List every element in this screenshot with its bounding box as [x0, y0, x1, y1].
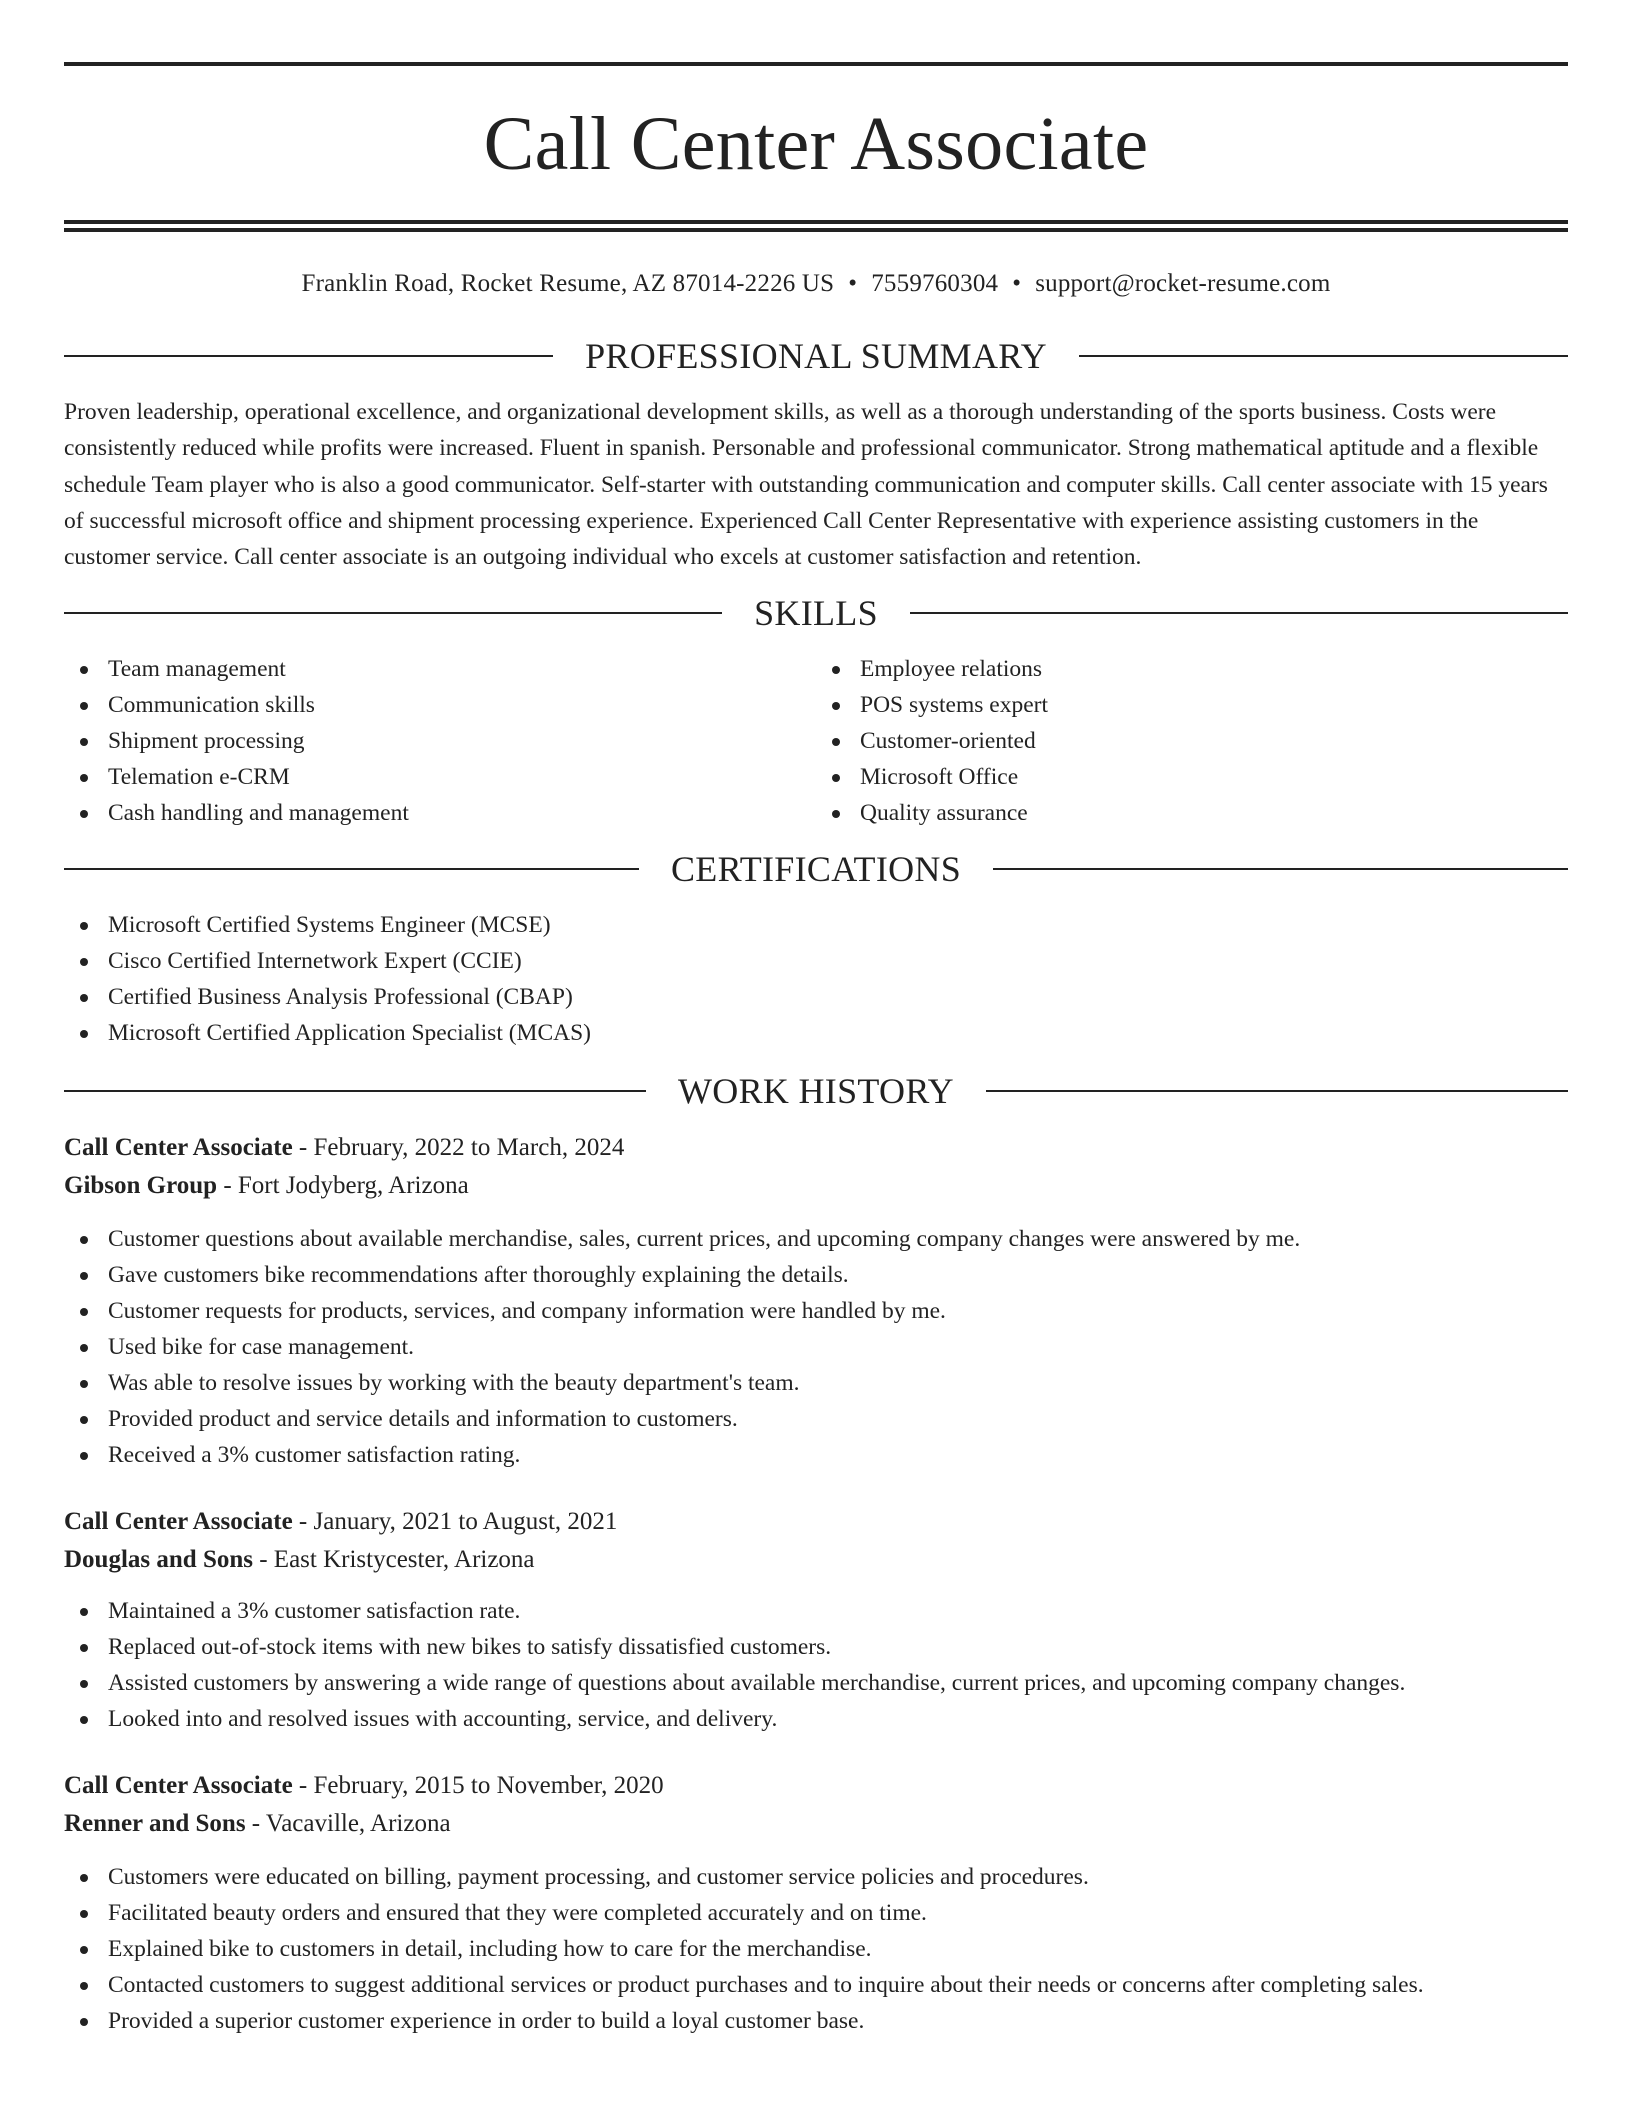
skills-list-left: [64, 651, 816, 831]
job-entry: [64, 1503, 1568, 1737]
heading-rule: [1079, 355, 1568, 357]
summary-heading: [64, 334, 1568, 378]
job-bullet: Explained bike to customers in detail, including how to care for the merchandise.: [64, 1931, 1568, 1967]
skill-item: Cash handling and management: [64, 795, 816, 831]
job-bullets: [64, 1859, 1568, 2039]
section-title: CERTIFICATIONS: [670, 849, 962, 890]
job-entry: [64, 1129, 1568, 1473]
contact-address: Franklin Road, Rocket Resume, AZ 87014-2226 US: [301, 270, 835, 297]
heading-rule: [64, 1090, 646, 1092]
skills-heading: [64, 591, 1568, 635]
certification-item: Microsoft Certified Application Specialist (MCAS): [64, 1015, 1568, 1051]
job-company: Renner and Sons: [64, 1810, 246, 1838]
section-title: PROFESSIONAL SUMMARY: [585, 336, 1047, 376]
skill-item: Microsoft Office: [816, 759, 1568, 795]
skill-item: Employee relations: [816, 651, 1568, 687]
job-bullet: Looked into and resolved issues with accounting, service, and delivery.: [64, 1701, 1568, 1737]
contact-phone: 7559760304: [871, 270, 999, 297]
job-title-line: [64, 1129, 1568, 1167]
job-bullet: Customer requests for products, services, and company information were handled by me.: [64, 1293, 1568, 1329]
contact-email: support@rocket-resume.com: [1035, 270, 1331, 297]
certification-item: Cisco Certified Internetwork Expert (CCIE): [64, 943, 1568, 979]
skills-grid: [64, 651, 1568, 831]
skill-item: Communication skills: [64, 687, 816, 723]
job-location: - Vacaville, Arizona: [245, 1810, 451, 1838]
section-title: SKILLS: [754, 593, 878, 634]
skill-item: Shipment processing: [64, 723, 816, 759]
job-company-line: [64, 1805, 1568, 1843]
contact-separator: •: [848, 270, 858, 297]
job-title: Call Center Associate: [64, 1508, 293, 1536]
job-title-line: [64, 1503, 1568, 1541]
job-company: Gibson Group: [64, 1172, 218, 1200]
job-bullets: [64, 1593, 1568, 1737]
job-bullet: Customer questions about available merchandise, sales, current prices, and upcoming company changes were answered by me.: [64, 1221, 1568, 1257]
job-dates: - January, 2021 to August, 2021: [292, 1508, 618, 1536]
job-dates: - February, 2022 to March, 2024: [292, 1134, 625, 1162]
skill-item: Team management: [64, 651, 816, 687]
job-company-line: [64, 1167, 1568, 1205]
section-title: WORK HISTORY: [678, 1071, 954, 1112]
heading-rule: [64, 355, 553, 357]
certifications-heading: [64, 847, 1568, 891]
job-bullet: Provided product and service details and information to customers.: [64, 1401, 1568, 1437]
job-location: - Fort Jodyberg, Arizona: [217, 1172, 469, 1200]
job-bullet: Replaced out-of-stock items with new bikes to satisfy dissatisfied customers.: [64, 1629, 1568, 1665]
certifications-list: [64, 907, 1568, 1051]
heading-rule: [64, 868, 639, 870]
job-bullet: Used bike for case management.: [64, 1329, 1568, 1365]
heading-rule: [993, 868, 1568, 870]
contact-separator: •: [1012, 270, 1022, 297]
heading-rule: [986, 1090, 1568, 1092]
job-title: Call Center Associate: [64, 1134, 293, 1162]
certification-item: Certified Business Analysis Professional (CBAP): [64, 979, 1568, 1015]
job-title: Call Center Associate: [64, 1772, 293, 1800]
job-company-line: [64, 1541, 1568, 1579]
job-bullet: Provided a superior customer experience in order to build a loyal customer base.: [64, 2003, 1568, 2039]
work-history-heading: [64, 1069, 1568, 1113]
job-bullet: Facilitated beauty orders and ensured that they were completed accurately and on time.: [64, 1895, 1568, 1931]
title-double-rule: [64, 220, 1568, 232]
job-bullet: Assisted customers by answering a wide range of questions about available merchandise, current prices, and upcoming company changes.: [64, 1665, 1568, 1701]
heading-rule: [64, 612, 722, 614]
job-bullet: Customers were educated on billing, payment processing, and customer service policies and procedures.: [64, 1859, 1568, 1895]
job-title-line: [64, 1767, 1568, 1805]
job-bullet: Contacted customers to suggest additional services or product purchases and to inquire about their needs or concerns after completing sales.: [64, 1967, 1568, 2003]
job-dates: - February, 2015 to November, 2020: [292, 1772, 664, 1800]
job-bullet: Was able to resolve issues by working with the beauty department's team.: [64, 1365, 1568, 1401]
contact-line: [64, 268, 1568, 300]
skill-item: Telemation e-CRM: [64, 759, 816, 795]
heading-rule: [910, 612, 1568, 614]
job-company: Douglas and Sons: [64, 1546, 253, 1574]
skill-item: Customer-oriented: [816, 723, 1568, 759]
page-title: Call Center Associate: [483, 102, 1149, 186]
job-bullets: [64, 1221, 1568, 1473]
job-bullet: Received a 3% customer satisfaction rating.: [64, 1437, 1568, 1473]
summary-text: Proven leadership, operational excellence, and organizational development skills, as well as a thorough understanding of the sports business. Costs were consistently reduced while profits were increased. Fluent in spanish. Personable and professional communicator. Strong mathematical aptitude and a flexible schedule Team player who is also a good communicator. Self-starter with outstanding communication and computer skills. Call center associate with 15 years of successful microsoft office and shipment processing experience. Experienced Call Center Representative with experience assisting customers in the customer service. Call center associate is an outgoing individual who excels at customer satisfaction and retention.: [64, 399, 1548, 571]
job-bullet: Gave customers bike recommendations after thoroughly explaining the details.: [64, 1257, 1568, 1293]
skills-list-right: [816, 651, 1568, 831]
job-bullet: Maintained a 3% customer satisfaction rate.: [64, 1593, 1568, 1629]
top-rule: [64, 62, 1568, 66]
job-location: - East Kristycester, Arizona: [252, 1546, 535, 1574]
skill-item: Quality assurance: [816, 795, 1568, 831]
certification-item: Microsoft Certified Systems Engineer (MCSE): [64, 907, 1568, 943]
job-entry: [64, 1767, 1568, 2039]
skill-item: POS systems expert: [816, 687, 1568, 723]
